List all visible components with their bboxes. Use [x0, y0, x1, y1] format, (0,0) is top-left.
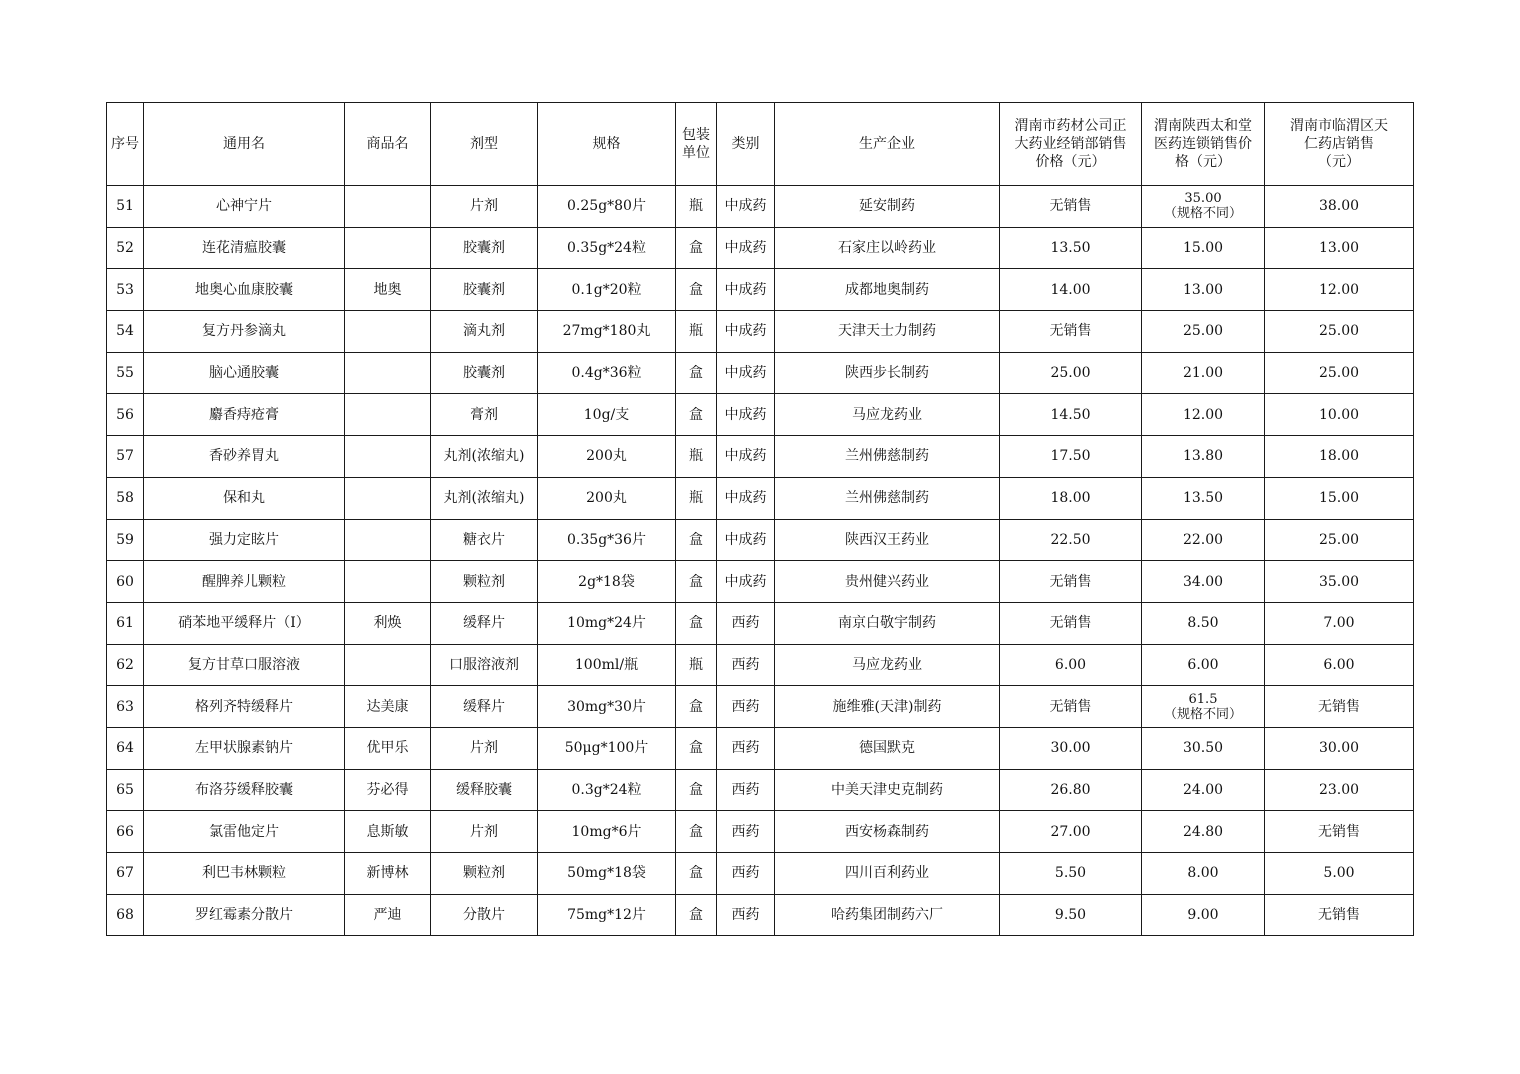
- cell-generic-name: 罗红霉素分散片: [144, 894, 345, 936]
- table-row: [107, 519, 1414, 561]
- cell-category: 西药: [717, 811, 775, 853]
- cell-price-zhengda: 13.50: [1000, 227, 1142, 269]
- cell-generic-name: 麝香痔疮膏: [144, 394, 345, 436]
- table-row: [107, 602, 1414, 644]
- cell-pack-unit: 盒: [676, 394, 717, 436]
- cell-generic-name: 连花清瘟胶囊: [144, 227, 345, 269]
- header-price-zhengda: 渭南市药材公司正大药业经销部销售价格（元）: [1000, 103, 1142, 186]
- header-no: 序号: [107, 103, 144, 186]
- cell-no: 55: [107, 352, 144, 394]
- table-row: [107, 811, 1414, 853]
- cell-category: 中成药: [717, 269, 775, 311]
- cell-price-zhengda: 无销售: [1000, 311, 1142, 353]
- cell-category: 中成药: [717, 519, 775, 561]
- cell-category: 中成药: [717, 394, 775, 436]
- cell-category: 西药: [717, 853, 775, 895]
- cell-pack-unit: 盒: [676, 269, 717, 311]
- cell-pack-unit: 盒: [676, 561, 717, 603]
- cell-generic-name: 强力定眩片: [144, 519, 345, 561]
- cell-no: 60: [107, 561, 144, 603]
- cell-pack-unit: 盒: [676, 894, 717, 936]
- cell-category: 中成药: [717, 561, 775, 603]
- cell-manufacturer: 兰州佛慈制药: [775, 436, 1000, 478]
- cell-price-zhengda: 14.00: [1000, 269, 1142, 311]
- cell-price-taihetang: 22.00: [1142, 519, 1265, 561]
- cell-generic-name: 心神宁片: [144, 186, 345, 228]
- cell-category: 西药: [717, 686, 775, 728]
- table-header-row: [107, 103, 1414, 186]
- cell-price-taihetang: 13.80: [1142, 436, 1265, 478]
- cell-manufacturer: 马应龙药业: [775, 394, 1000, 436]
- cell-manufacturer: 西安杨森制药: [775, 811, 1000, 853]
- cell-spec: 50μg*100片: [538, 727, 676, 769]
- cell-manufacturer: 陕西步长制药: [775, 352, 1000, 394]
- table-row: [107, 727, 1414, 769]
- cell-dosage-form: 胶囊剂: [431, 352, 538, 394]
- cell-price-tianren: 35.00: [1265, 561, 1414, 603]
- cell-dosage-form: 颗粒剂: [431, 853, 538, 895]
- cell-spec: 0.1g*20粒: [538, 269, 676, 311]
- cell-pack-unit: 盒: [676, 602, 717, 644]
- cell-dosage-form: 片剂: [431, 811, 538, 853]
- cell-pack-unit: 瓶: [676, 644, 717, 686]
- cell-no: 68: [107, 894, 144, 936]
- cell-category: 中成药: [717, 186, 775, 228]
- cell-spec: 0.35g*36片: [538, 519, 676, 561]
- cell-pack-unit: 盒: [676, 352, 717, 394]
- cell-dosage-form: 胶囊剂: [431, 269, 538, 311]
- cell-spec: 10mg*6片: [538, 811, 676, 853]
- drug-price-table: [106, 102, 1414, 936]
- cell-no: 59: [107, 519, 144, 561]
- cell-brand-name: [345, 519, 431, 561]
- table-row: [107, 311, 1414, 353]
- cell-generic-name: 地奥心血康胶囊: [144, 269, 345, 311]
- cell-spec: 50mg*18袋: [538, 853, 676, 895]
- cell-brand-name: [345, 644, 431, 686]
- cell-manufacturer: 中美天津史克制药: [775, 769, 1000, 811]
- cell-spec: 27mg*180丸: [538, 311, 676, 353]
- cell-spec: 0.4g*36粒: [538, 352, 676, 394]
- cell-price-tianren: 23.00: [1265, 769, 1414, 811]
- cell-manufacturer: 延安制药: [775, 186, 1000, 228]
- cell-no: 58: [107, 477, 144, 519]
- cell-category: 中成药: [717, 311, 775, 353]
- cell-price-zhengda: 9.50: [1000, 894, 1142, 936]
- header-category: 类别: [717, 103, 775, 186]
- cell-price-tianren: 25.00: [1265, 311, 1414, 353]
- cell-spec: 2g*18袋: [538, 561, 676, 603]
- cell-price-taihetang: 34.00: [1142, 561, 1265, 603]
- header-spec: 规格: [538, 103, 676, 186]
- header-brand-name: 商品名: [345, 103, 431, 186]
- cell-dosage-form: 颗粒剂: [431, 561, 538, 603]
- cell-manufacturer: 德国默克: [775, 727, 1000, 769]
- cell-no: 67: [107, 853, 144, 895]
- cell-no: 65: [107, 769, 144, 811]
- cell-price-zhengda: 30.00: [1000, 727, 1142, 769]
- table-row: [107, 227, 1414, 269]
- cell-pack-unit: 盒: [676, 853, 717, 895]
- cell-price-zhengda: 18.00: [1000, 477, 1142, 519]
- header-dosage-form: 剂型: [431, 103, 538, 186]
- cell-dosage-form: 缓释胶囊: [431, 769, 538, 811]
- cell-generic-name: 复方甘草口服溶液: [144, 644, 345, 686]
- cell-manufacturer: 成都地奥制药: [775, 269, 1000, 311]
- cell-spec: 100ml/瓶: [538, 644, 676, 686]
- cell-brand-name: 优甲乐: [345, 727, 431, 769]
- cell-brand-name: 达美康: [345, 686, 431, 728]
- cell-dosage-form: 分散片: [431, 894, 538, 936]
- cell-price-taihetang: 21.00: [1142, 352, 1265, 394]
- cell-price-tianren: 无销售: [1265, 811, 1414, 853]
- header-pack-unit: 包装单位: [676, 103, 717, 186]
- table-row: [107, 769, 1414, 811]
- cell-generic-name: 格列齐特缓释片: [144, 686, 345, 728]
- cell-manufacturer: 贵州健兴药业: [775, 561, 1000, 603]
- cell-manufacturer: 马应龙药业: [775, 644, 1000, 686]
- cell-price-zhengda: 无销售: [1000, 602, 1142, 644]
- cell-category: 中成药: [717, 436, 775, 478]
- cell-manufacturer: 施维雅(天津)制药: [775, 686, 1000, 728]
- cell-spec: 10mg*24片: [538, 602, 676, 644]
- table-row: [107, 186, 1414, 228]
- cell-price-taihetang: 30.50: [1142, 727, 1265, 769]
- cell-brand-name: [345, 186, 431, 228]
- cell-spec: 200丸: [538, 436, 676, 478]
- cell-pack-unit: 瓶: [676, 186, 717, 228]
- cell-price-zhengda: 27.00: [1000, 811, 1142, 853]
- cell-spec: 0.3g*24粒: [538, 769, 676, 811]
- cell-pack-unit: 盒: [676, 227, 717, 269]
- cell-brand-name: [345, 436, 431, 478]
- cell-pack-unit: 盒: [676, 519, 717, 561]
- cell-price-zhengda: 无销售: [1000, 686, 1142, 728]
- cell-generic-name: 利巴韦林颗粒: [144, 853, 345, 895]
- cell-price-tianren: 38.00: [1265, 186, 1414, 228]
- header-manufacturer: 生产企业: [775, 103, 1000, 186]
- table-row: [107, 436, 1414, 478]
- cell-price-tianren: 18.00: [1265, 436, 1414, 478]
- cell-price-tianren: 无销售: [1265, 686, 1414, 728]
- cell-brand-name: 芬必得: [345, 769, 431, 811]
- cell-generic-name: 左甲状腺素钠片: [144, 727, 345, 769]
- cell-price-taihetang: 9.00: [1142, 894, 1265, 936]
- cell-no: 61: [107, 602, 144, 644]
- cell-category: 西药: [717, 769, 775, 811]
- cell-spec: 30mg*30片: [538, 686, 676, 728]
- cell-price-zhengda: 无销售: [1000, 561, 1142, 603]
- cell-price-tianren: 12.00: [1265, 269, 1414, 311]
- cell-price-taihetang: 6.00: [1142, 644, 1265, 686]
- cell-dosage-form: 膏剂: [431, 394, 538, 436]
- cell-generic-name: 脑心通胶囊: [144, 352, 345, 394]
- cell-brand-name: 地奥: [345, 269, 431, 311]
- cell-pack-unit: 盒: [676, 727, 717, 769]
- cell-category: 西药: [717, 727, 775, 769]
- cell-no: 66: [107, 811, 144, 853]
- cell-manufacturer: 石家庄以岭药业: [775, 227, 1000, 269]
- cell-price-zhengda: 25.00: [1000, 352, 1142, 394]
- cell-price-tianren: 25.00: [1265, 352, 1414, 394]
- cell-price-zhengda: 22.50: [1000, 519, 1142, 561]
- cell-no: 52: [107, 227, 144, 269]
- cell-price-tianren: 25.00: [1265, 519, 1414, 561]
- cell-price-tianren: 10.00: [1265, 394, 1414, 436]
- cell-pack-unit: 盒: [676, 686, 717, 728]
- cell-price-tianren: 无销售: [1265, 894, 1414, 936]
- cell-price-tianren: 30.00: [1265, 727, 1414, 769]
- table-row: [107, 561, 1414, 603]
- cell-brand-name: 严迪: [345, 894, 431, 936]
- cell-spec: 0.35g*24粒: [538, 227, 676, 269]
- cell-manufacturer: 天津天士力制药: [775, 311, 1000, 353]
- cell-generic-name: 香砂养胃丸: [144, 436, 345, 478]
- cell-generic-name: 布洛芬缓释胶囊: [144, 769, 345, 811]
- cell-brand-name: 新博林: [345, 853, 431, 895]
- table-row: [107, 894, 1414, 936]
- cell-no: 53: [107, 269, 144, 311]
- cell-price-taihetang: 8.00: [1142, 853, 1265, 895]
- cell-dosage-form: 片剂: [431, 727, 538, 769]
- table-row: [107, 352, 1414, 394]
- table-row: [107, 269, 1414, 311]
- price-value: 35.00: [1184, 191, 1222, 207]
- cell-manufacturer: 四川百利药业: [775, 853, 1000, 895]
- table-row: [107, 644, 1414, 686]
- table-row: [107, 477, 1414, 519]
- table-row: [107, 686, 1414, 728]
- header-price-taihetang: 渭南陕西太和堂医药连锁销售价格（元）: [1142, 103, 1265, 186]
- cell-spec: 0.25g*80片: [538, 186, 676, 228]
- header-generic-name: 通用名: [144, 103, 345, 186]
- cell-category: 中成药: [717, 227, 775, 269]
- price-spec-note: （规格不同）: [1163, 706, 1242, 722]
- cell-spec: 10g/支: [538, 394, 676, 436]
- cell-price-tianren: 6.00: [1265, 644, 1414, 686]
- cell-brand-name: [345, 311, 431, 353]
- cell-price-taihetang: [1142, 686, 1265, 728]
- cell-spec: 200丸: [538, 477, 676, 519]
- cell-generic-name: 硝苯地平缓释片（Ⅰ）: [144, 602, 345, 644]
- cell-no: 56: [107, 394, 144, 436]
- cell-price-taihetang: [1142, 186, 1265, 228]
- cell-price-taihetang: 8.50: [1142, 602, 1265, 644]
- cell-price-taihetang: 24.00: [1142, 769, 1265, 811]
- cell-pack-unit: 瓶: [676, 436, 717, 478]
- cell-no: 54: [107, 311, 144, 353]
- cell-brand-name: [345, 352, 431, 394]
- cell-brand-name: [345, 227, 431, 269]
- cell-no: 57: [107, 436, 144, 478]
- cell-no: 63: [107, 686, 144, 728]
- cell-price-zhengda: 17.50: [1000, 436, 1142, 478]
- cell-manufacturer: 兰州佛慈制药: [775, 477, 1000, 519]
- cell-dosage-form: 丸剂(浓缩丸): [431, 436, 538, 478]
- cell-pack-unit: 瓶: [676, 311, 717, 353]
- cell-price-tianren: 15.00: [1265, 477, 1414, 519]
- price-spec-note: （规格不同）: [1163, 206, 1242, 222]
- cell-dosage-form: 片剂: [431, 186, 538, 228]
- cell-brand-name: 息斯敏: [345, 811, 431, 853]
- cell-category: 中成药: [717, 477, 775, 519]
- cell-brand-name: [345, 394, 431, 436]
- cell-price-zhengda: 6.00: [1000, 644, 1142, 686]
- cell-price-zhengda: 14.50: [1000, 394, 1142, 436]
- table-row: [107, 394, 1414, 436]
- cell-dosage-form: 丸剂(浓缩丸): [431, 477, 538, 519]
- cell-price-taihetang: 13.00: [1142, 269, 1265, 311]
- cell-generic-name: 保和丸: [144, 477, 345, 519]
- cell-category: 西药: [717, 894, 775, 936]
- cell-dosage-form: 糖衣片: [431, 519, 538, 561]
- price-value: 61.5: [1188, 691, 1218, 707]
- cell-dosage-form: 缓释片: [431, 686, 538, 728]
- cell-category: 西药: [717, 602, 775, 644]
- cell-price-taihetang: 25.00: [1142, 311, 1265, 353]
- cell-generic-name: 醒脾养儿颗粒: [144, 561, 345, 603]
- cell-price-taihetang: 15.00: [1142, 227, 1265, 269]
- cell-price-tianren: 13.00: [1265, 227, 1414, 269]
- table-body: [107, 186, 1414, 936]
- cell-pack-unit: 盒: [676, 811, 717, 853]
- cell-pack-unit: 瓶: [676, 477, 717, 519]
- cell-brand-name: [345, 561, 431, 603]
- cell-pack-unit: 盒: [676, 769, 717, 811]
- cell-generic-name: 复方丹参滴丸: [144, 311, 345, 353]
- cell-price-zhengda: 无销售: [1000, 186, 1142, 228]
- cell-price-tianren: 5.00: [1265, 853, 1414, 895]
- cell-category: 西药: [717, 644, 775, 686]
- cell-price-zhengda: 5.50: [1000, 853, 1142, 895]
- cell-brand-name: [345, 477, 431, 519]
- cell-manufacturer: 南京白敬宇制药: [775, 602, 1000, 644]
- cell-category: 中成药: [717, 352, 775, 394]
- cell-dosage-form: 缓释片: [431, 602, 538, 644]
- cell-brand-name: 利焕: [345, 602, 431, 644]
- cell-dosage-form: 滴丸剂: [431, 311, 538, 353]
- cell-manufacturer: 陕西汉王药业: [775, 519, 1000, 561]
- cell-price-taihetang: 24.80: [1142, 811, 1265, 853]
- header-price-tianren: 渭南市临渭区天仁药店销售（元）: [1265, 103, 1414, 186]
- cell-generic-name: 氯雷他定片: [144, 811, 345, 853]
- cell-price-taihetang: 13.50: [1142, 477, 1265, 519]
- cell-price-taihetang: 12.00: [1142, 394, 1265, 436]
- table-row: [107, 853, 1414, 895]
- cell-dosage-form: 口服溶液剂: [431, 644, 538, 686]
- cell-no: 51: [107, 186, 144, 228]
- cell-no: 64: [107, 727, 144, 769]
- cell-price-zhengda: 26.80: [1000, 769, 1142, 811]
- cell-manufacturer: 哈药集团制药六厂: [775, 894, 1000, 936]
- cell-price-tianren: 7.00: [1265, 602, 1414, 644]
- cell-no: 62: [107, 644, 144, 686]
- cell-spec: 75mg*12片: [538, 894, 676, 936]
- cell-dosage-form: 胶囊剂: [431, 227, 538, 269]
